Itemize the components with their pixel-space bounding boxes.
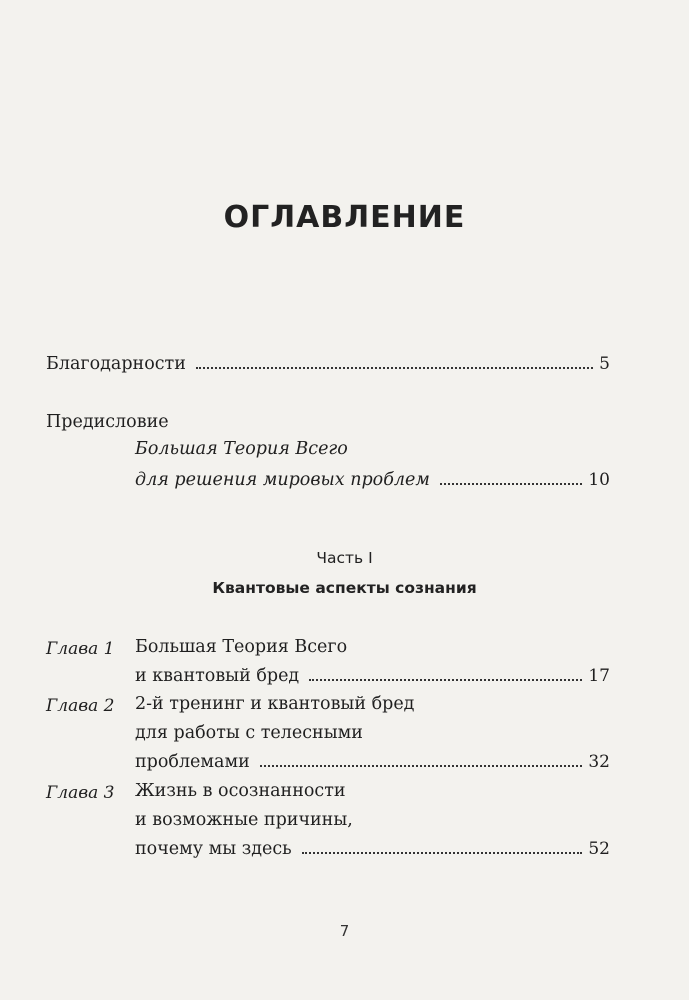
toc-entry-chapter-1: [135, 633, 610, 691]
chapter-label: Глава 1: [46, 639, 115, 659]
dot-leader: [260, 765, 583, 767]
part-label: Часть I: [316, 549, 373, 567]
toc-page-number: 10: [588, 470, 610, 490]
toc-entry-preface: [46, 410, 610, 434]
part-title: Квантовые аспекты сознания: [212, 579, 477, 597]
toc-page-number: 5: [599, 354, 610, 374]
dot-leader: [302, 852, 583, 854]
page-title: ОГЛАВЛЕНИЕ: [223, 200, 466, 235]
chapter-title-line: для работы с телесными: [135, 723, 363, 743]
toc-page-number: 52: [588, 839, 610, 859]
chapter-label: Глава 3: [46, 783, 115, 803]
toc-page-number: 32: [588, 752, 610, 772]
chapter-title-line: почему мы здесь: [135, 839, 292, 859]
toc-entry-chapter-2: [135, 690, 610, 777]
chapter-label: Глава 2: [46, 696, 115, 716]
toc-entry-label: Благодарности: [46, 354, 186, 374]
toc-entry-label: Предисловие: [46, 412, 169, 432]
chapter-title-line: Жизнь в осознанности: [135, 781, 346, 801]
toc-entry-preface-subtitle: [135, 437, 610, 461]
chapter-title-line: проблемами: [135, 752, 250, 772]
dot-leader: [196, 367, 593, 369]
toc-page-number: 17: [588, 666, 610, 686]
toc-subtitle-line: для решения мировых проблем: [135, 470, 430, 490]
chapter-title-line: и возможные причины,: [135, 810, 353, 830]
toc-entry-preface-subtitle-2: [135, 468, 610, 492]
toc-subtitle-line: Большая Теория Всего: [135, 439, 348, 459]
chapter-title-line: 2-й тренинг и квантовый бред: [135, 694, 415, 714]
toc-entry-chapter-3: [135, 777, 610, 864]
dot-leader: [309, 679, 582, 681]
page-number: 7: [339, 922, 350, 940]
toc-entry-acknowledgements: [46, 352, 610, 376]
chapter-title-line: Большая Теория Всего: [135, 637, 348, 657]
dot-leader: [440, 483, 582, 485]
chapter-title-line: и квантовый бред: [135, 666, 300, 686]
